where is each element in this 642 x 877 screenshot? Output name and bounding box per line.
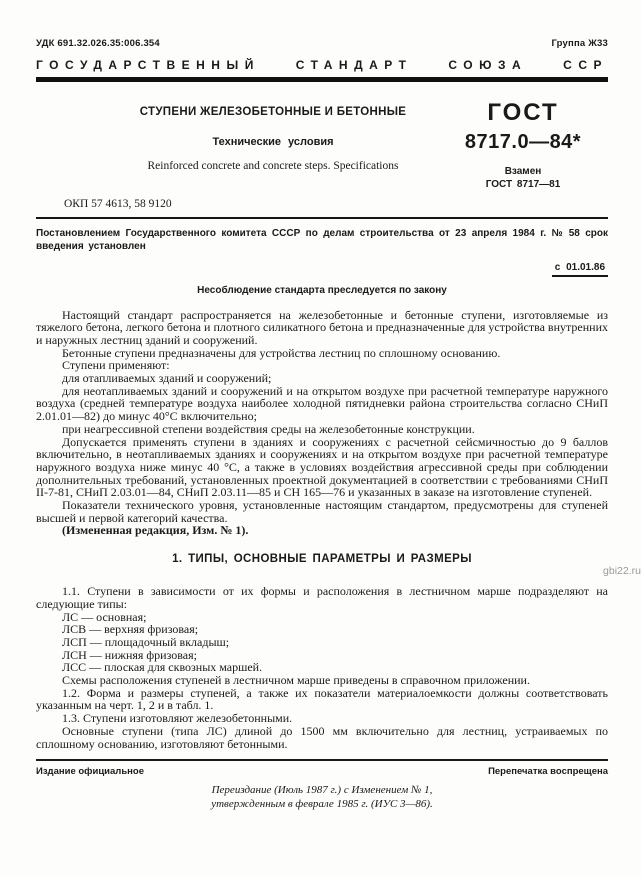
paragraph: для отапливаемых зданий и сооружений; — [62, 371, 272, 386]
paragraph: 1.1. Ступени в зависимости от их формы и расположения в лестничном марше подразделяют на следующие типы: — [36, 584, 608, 611]
reissue-note — [36, 783, 608, 811]
group-code: Группа Ж33 — [551, 38, 608, 49]
type-list-item: ЛС — основная; — [62, 609, 147, 624]
law-notice: Несоблюдение стандарта преследуется по закону — [197, 284, 447, 296]
paragraph: 1.3. Ступени изготовляют железобетонными. — [62, 711, 293, 726]
gost-number-block — [438, 99, 608, 190]
paragraph: Схемы расположения ступеней в лестничном марше приведены в справочном приложении. — [62, 673, 530, 688]
gost-label: ГОСТ — [487, 98, 559, 126]
document-subtitle: Технические условия — [212, 135, 334, 148]
type-list-item: ЛСП — площадочный вкладыш; — [62, 634, 230, 649]
paragraph: Настоящий стандарт распространяется на железобетонные и бетонные ступени, изготовляемые из тяжелого бетона, легкого бетона и плотного силикатного бетона и предназначенные для устройства внутренних и наружных лестниц зданий и сооружений. — [36, 307, 608, 347]
type-list-item: ЛСС — плоская для сквозных маршей. — [62, 660, 263, 675]
paragraph: для неотапливаемых зданий и сооружений и на открытом воздухе при расчетной температуре наружного воздуха (средней температуре воздуха наиболее холодной пятидневки района строительства согласно СНиП 2.01.01—82) до минус 40°С включительно; — [36, 383, 608, 424]
type-list-item: ЛСН — нижняя фризовая; — [62, 647, 197, 662]
official-edition-label: Издание официальное — [36, 765, 144, 777]
effective-date-row — [36, 257, 608, 275]
title-left-column — [36, 106, 438, 190]
document-subtitle-english: Reinforced concrete and concrete steps. Specifications — [147, 159, 399, 172]
footer-row — [36, 766, 608, 777]
meta-row — [36, 38, 608, 49]
reissue-line: утвержденным в феврале 1985 г. (ИУС 3—86). — [211, 797, 433, 810]
effective-date: с 01.01.86 — [552, 262, 608, 277]
page-content — [36, 0, 608, 811]
paragraph: при неагрессивной степени воздействия среды на железобетонные конструкции. — [62, 421, 475, 436]
section-1-heading: 1. ТИПЫ, ОСНОВНЫЕ ПАРАМЕТРЫ И РАЗМЕРЫ — [172, 553, 472, 566]
decree-paragraph: Постановлением Государственного комитета СССР по делам строительства от 23 апреля 1984 г. № 58 срок введения установлен — [36, 227, 608, 252]
site-watermark: gbi22.ru — [603, 565, 641, 577]
title-block — [36, 98, 608, 190]
amended-note: (Измененная редакция, Изм. № 1). — [62, 523, 249, 538]
state-standard-banner: ГОСУДАРСТВЕННЫЙ СТАНДАРТ СОЮЗА ССР — [36, 58, 608, 72]
section-1-body — [36, 585, 608, 750]
scope-section — [36, 309, 608, 538]
footer-divider — [36, 759, 608, 761]
paragraph: Ступени применяют: — [62, 358, 170, 373]
reissue-line: Переиздание (Июль 1987 г.) с Изменением № 1, — [211, 783, 433, 796]
type-list-item: ЛСВ — верхняя фризовая; — [62, 622, 199, 637]
paragraph: Бетонные ступени предназначены для устройства лестниц по сплошному основанию. — [62, 345, 501, 360]
udk-code: УДК 691.32.026.35:006.354 — [36, 38, 160, 49]
replaces-label: Взамен — [504, 165, 542, 177]
paragraph: Основные ступени (типа ЛС) длиной до 1500 мм включительно для лестниц, устраиваемых по сплошному основанию, изготовляют бетонными. — [36, 723, 608, 751]
okp-codes: ОКП 57 4613, 58 9120 — [64, 197, 172, 210]
document-title: СТУПЕНИ ЖЕЛЕЗОБЕТОННЫЕ И БЕТОННЫЕ — [139, 105, 407, 118]
replaces-gost-number: ГОСТ 8717—81 — [485, 178, 561, 190]
divider-thin — [36, 217, 608, 219]
divider-thick — [36, 77, 608, 82]
paragraph: Допускается применять ступени в зданиях и сооружениях с расчетной сейсмичностью до 9 баллов включительно, в неотапливаемых зданиях и сооружениях и на открытом воздухе при расчетной температуре наружного воздуха ниже минус 40 °С, а также в условиях воздействия агрессивной среды при соблюдении дополнительных требований, установленных проектной документацией в соответствии с требованиями СНиП II-7-81, СНиП 2.03.01—84, СНиП 2.03.11—85 и СН 165—76 и указанных в заказе на изготовление ступеней. — [36, 434, 608, 500]
gost-number: 8717.0—84* — [464, 130, 582, 153]
paragraph: 1.2. Форма и размеры ступеней, а также их показатели материалоемкости должны соответствовать указанным на черт. 1, 2 и в табл. 1. — [36, 685, 608, 713]
paragraph: Показатели технического уровня, установленные настоящим стандартом, предусмотрены для ступеней высшей и первой категорий качества. — [36, 498, 608, 525]
reprint-prohibited-label: Перепечатка воспрещена — [488, 765, 608, 777]
